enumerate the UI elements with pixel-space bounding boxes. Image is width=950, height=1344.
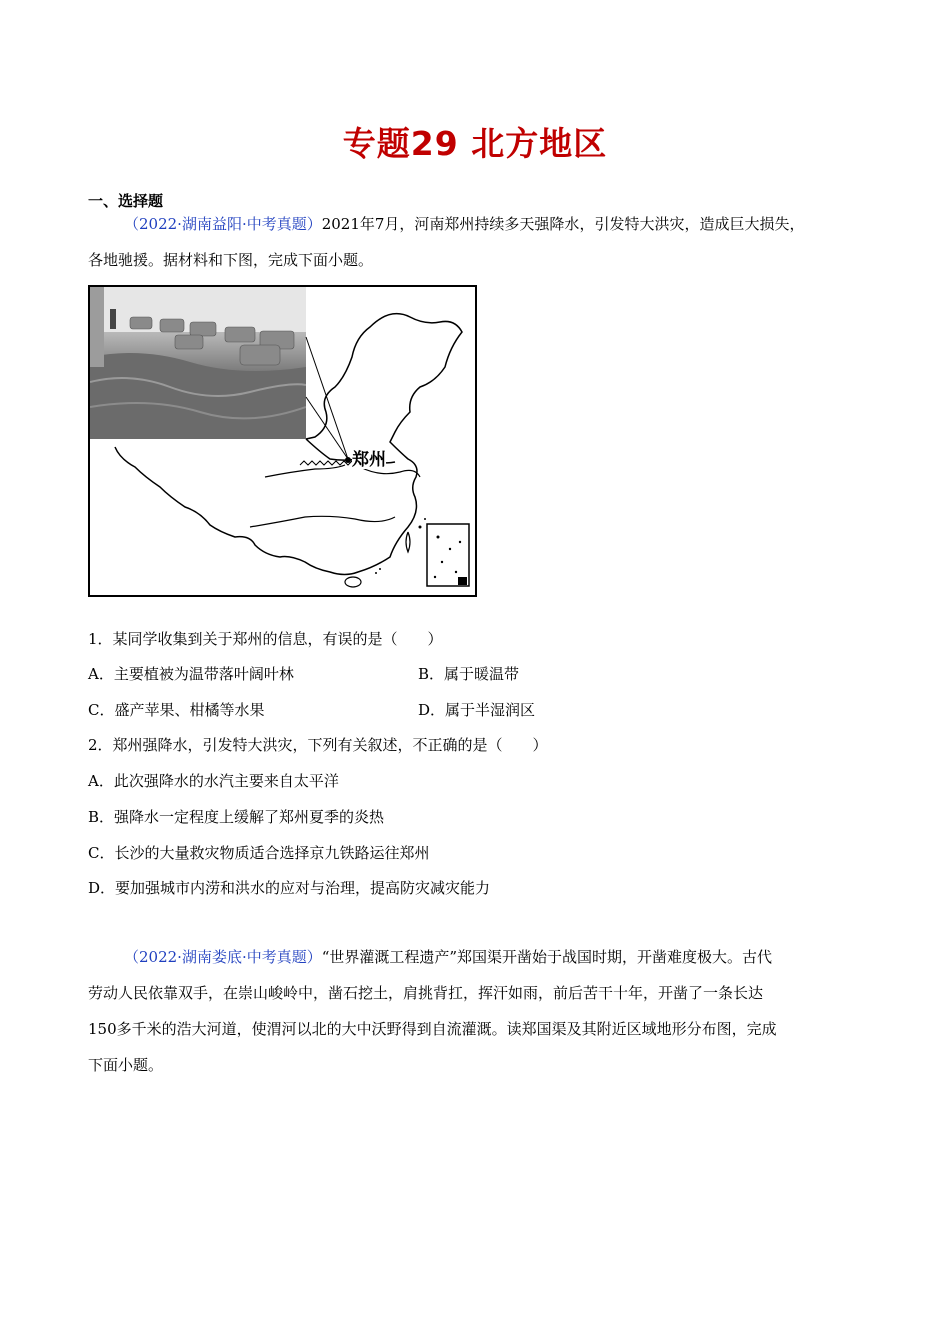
- question-1-option-b: B．属于暖温带: [418, 665, 520, 683]
- passage-2-text-line1: “世界灌溉工程遗产”郑国渠开凿始于战国时期，开凿难度极大。古代: [321, 948, 773, 966]
- question-1-option-c: C．盛产苹果、柑橘等水果: [88, 701, 265, 719]
- question-2-option-a: A．此次强降水的水汽主要来自太平洋: [88, 772, 339, 790]
- question-2-option-b: B．强降水一定程度上缓解了郑州夏季的炎热: [88, 808, 385, 826]
- passage-2-text-line2: 劳动人民依靠双手，在崇山峻岭中，凿石挖土，肩挑背扛，挥汗如雨，前后苦干十年，开凿了一条长达: [88, 984, 764, 1002]
- passage-2-text-line4: 下面小题。: [88, 1056, 164, 1074]
- passage-2: [88, 939, 863, 1083]
- china-map-outline: [90, 287, 477, 597]
- question-1-option-d: D．属于半湿润区: [418, 701, 536, 719]
- passage-2-source: （2022·湖南娄底·中考真题）: [124, 948, 322, 966]
- map-figure: [88, 285, 477, 597]
- passage-1-text-line1: 2021年7月，河南郑州持续多天强降水，引发特大洪灾，造成巨大损失，: [321, 215, 805, 233]
- page-title: 专题29 北方地区: [342, 124, 608, 163]
- passage-1-text-line2: 各地驰援。据材料和下图，完成下面小题。: [88, 251, 374, 269]
- question-1-stem: 1．某同学收集到关于郑州的信息，有误的是（ ）: [88, 630, 443, 648]
- question-2-option-c: C．长沙的大量救灾物质适合选择京九铁路运往郑州: [88, 844, 430, 862]
- passage-1-source: （2022·湖南益阳·中考真题）: [124, 215, 322, 233]
- question-1-option-a: A．主要植被为温带落叶阔叶林: [88, 665, 294, 683]
- map-label-zhengzhou: 郑州: [352, 450, 386, 470]
- question-2-stem: 2．郑州强降水，引发特大洪灾，下列有关叙述，不正确的是（ ）: [88, 736, 548, 754]
- question-2-option-d: D．要加强城市内涝和洪水的应对与治理，提高防灾减灾能力: [88, 879, 491, 897]
- passage-1: [88, 206, 863, 278]
- section-heading: 一、选择题: [88, 192, 164, 210]
- passage-2-text-line3: 150多千米的浩大河道，使渭河以北的大中沃野得到自流灌溉。读郑国渠及其附近区域地形分布图，完成: [88, 1020, 777, 1038]
